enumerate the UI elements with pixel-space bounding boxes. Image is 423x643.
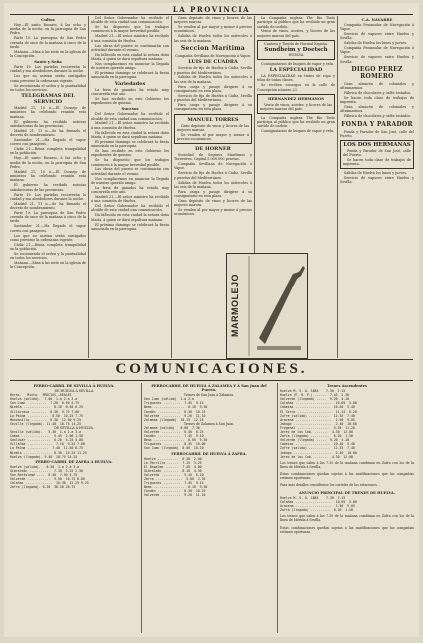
- col2-paragraph: Se ha dispuesto que los trabajos comiencen á la mayor brevedad posible.: [91, 158, 169, 167]
- col4-heading-1: Sundheim y Doetsch: [264, 46, 328, 53]
- rail1-title: FERRO-CARRIL DE SEVILLA Á HUELVA.: [33, 384, 115, 388]
- col4-paragraph: Consignatarios de buques de vapor y vela.: [261, 129, 334, 134]
- col2-paragraph: Las obras del puerto se continuarán con actividad durante el verano.: [91, 43, 169, 52]
- rail1-title-2: FERRO-CARRIL DE ZAFRA A HUELVA.: [35, 459, 113, 464]
- col1-paragraph: Parte 19. Las partidas recorrerán la ciudad y sus alrededores durante la noche.: [10, 65, 86, 74]
- col1-paragraph: Mañana.—Misa á las siete en la iglesia de la Concepción.: [10, 49, 86, 59]
- table-row: Jerez de los Cab. ....... 4.30 12.00: [280, 454, 353, 459]
- table-row: Valverde (llegada) ..... 9.20 4.10: [280, 397, 350, 402]
- col1-heading-2: Santo y Seña: [34, 58, 62, 64]
- table-row: Valverde .......... 6.50 8.25: [144, 430, 204, 435]
- table-row: Trigueros ......... 7.45 9.15: [144, 481, 204, 486]
- table-row: Valverde ............ 9.50 10.75 8.00: [10, 477, 85, 482]
- col2-paragraph: Se ha dispuesto que los trabajos comiencen á la mayor brevedad posible.: [91, 25, 169, 34]
- col2-paragraph: La feria de ganados ha estado muy concurrida este año.: [91, 185, 169, 195]
- col3-paragraph: Para carga y pasaje dirigirse á su consignatario en esta plaza.: [174, 84, 252, 93]
- col2-paragraph: Madrid 21.—El señor ministro ha recibido á una comisión de Huelva.: [91, 194, 169, 204]
- rail2-title-2: FERROCARRIL DE HUELVA Á ZAFRA.: [171, 451, 247, 456]
- table-row: Aracena ................... 1.50 9.05: [280, 417, 355, 422]
- col2-paragraph: Madrid 21.—El señor ministro ha recibido á una comisión de Huelva.: [91, 121, 169, 130]
- rail3-title: Trenes Ascendentes: [326, 384, 368, 388]
- col4-paragraph: LA ESPECIALIDAD en tintes de ropa y telas de todas clases.: [257, 74, 335, 83]
- col5-paragraph: Se hacen toda clase de trabajos de imprenta.: [340, 95, 414, 105]
- bottle-advertisement: [226, 253, 308, 359]
- table-row: Huelva M. S. A. 1884 7.30 2.15: [280, 495, 346, 500]
- col3-heading-3: MANUEL TORRES: [187, 116, 239, 123]
- table-row: Gibraleón ........ 8.10 4.30: [144, 468, 202, 473]
- bottle-icon: [227, 254, 307, 358]
- rail1-subtitle-2: DE SEVILLA Á HUELVA.: [54, 425, 94, 430]
- col3-paragraph: Para carga y pasaje dirigirse á su consignatario en esta plaza.: [174, 189, 252, 199]
- col4-heading-4: HERNANDEZ HERMANOS: [267, 96, 325, 102]
- col2-heading-1: Variedades: [114, 80, 146, 87]
- table-row: Sevilla (salida). 5.30 1.a 2.a 3.a: [10, 430, 82, 435]
- table-row: Calañas ................... 10.05 5.00: [280, 401, 357, 406]
- col3-paragraph: Servicio de fijo de Huelva á Cádiz, Sevilla y puertos del Mediterráneo.: [174, 171, 252, 180]
- col1-paragraph: Madrid 21, 11 n.—Se ha firmado el decreto de nombramiento.: [10, 128, 86, 138]
- col1-paragraph: Hoy.—El santo Rosario, á las ocho y media de la noche, en la parroquia de San Pedro.: [10, 22, 86, 36]
- col1-paragraph: Los que no asistan serán castigados como previene la ordenanza vigente.: [10, 74, 86, 83]
- col2-paragraph: Nos complacemos en anunciar la llegada de nuestro querido amigo.: [91, 61, 169, 71]
- table-row: Cabezas .................. 10.40 5.40: [280, 405, 355, 410]
- col2-paragraph: Del Señor Gobernador ha recibido el alcalde de esta ciudad una comunicación.: [91, 204, 169, 213]
- col5-paragraph: Servicio de vapores entre Huelva y Sevilla.: [340, 55, 414, 64]
- col2-paragraph: El próximo domingo se celebrará la fiesta anunciada en la parroquia.: [91, 71, 169, 80]
- col2-paragraph: El próximo domingo se celebrará la fiesta anunciada en la parroquia.: [91, 139, 169, 149]
- rail3-note: Los trenes que salen á las 7.30 de la mañana combinan en Zafra con los de la línea de Mérida á Sevilla.: [280, 514, 414, 523]
- col3-paragraph: Servicio de fijo de Huelva á Cádiz, Sevilla y puertos del Mediterráneo.: [174, 93, 252, 103]
- col1-paragraph: Parte 19. Las partidas recorrerán la ciudad y sus alrededores durante la noche.: [10, 192, 86, 201]
- col3-paragraph: Se venden al por mayor y menor á precios económicos.: [174, 25, 252, 34]
- table-row: Candón ............ 8.30 10.15: [144, 489, 206, 494]
- table-row: Sevilla (llegada). 11.40 18.75 14.25: [10, 421, 82, 426]
- rail3-note: Estas combinaciones quedan sujetas á las modificaciones que las compañías estimen oportunas.: [280, 525, 414, 534]
- table-row: Huelva (salida). 6.30 1.a 2.a 3.a: [10, 464, 80, 469]
- bottle-label: MARMOLEJO: [230, 274, 240, 338]
- col1-paragraph: Hoy.—El santo Rosario, á las ocho y media de la noche, en la parroquia de San Pedro.: [10, 156, 86, 169]
- col2-paragraph: Madrid 21.—El señor ministro ha recibido á una comisión de Huelva.: [91, 34, 169, 43]
- table-row: La Parrilla ...... 7.15 3.25: [144, 460, 202, 465]
- column-5: [340, 16, 414, 358]
- col5-ad-title: LOS DOS HERMANAS: [343, 142, 411, 149]
- timetable-ascendentes: [280, 383, 414, 633]
- col3-paragraph: Se venden al por mayor y menor á precios económicos.: [177, 132, 249, 142]
- table-row: Trigueros ......... 7.45 9.15: [144, 401, 204, 406]
- col5-paragraph: Fonda y Parador de San José, calle del Puerto.: [343, 148, 411, 157]
- col1-heading-1: Cultos: [41, 16, 55, 22]
- table-row: Huelva (E. H. P.) ...... 7.45 2.30: [280, 393, 350, 398]
- col2-paragraph: Del Señor Gobernador ha recibido el alcalde de esta ciudad una comunicación.: [91, 112, 169, 121]
- table-row: San Juan .......... 7.20 6.50 4.75: [10, 401, 80, 406]
- col1-paragraph: Madrid 21, 10 n.—El Consejo de ministros ha celebrado reunión esta mañana.: [10, 106, 86, 119]
- table-row: Calañas .............. 10.30 12.25 9.25: [10, 481, 89, 486]
- col5-paragraph: Compañía Peninsular de Navegación á Vapor.: [340, 22, 414, 32]
- col5-heading-3: FONDA Y PARADOR: [341, 120, 413, 128]
- col3-ad-text: Sociedad de Seguros Marítimos y Terrestres. Capital 5.000.000 pesetas.: [174, 152, 252, 162]
- rail3-note: Estas combinaciones quedan sujetas á las modificaciones que las compañías estimen oportunas.: [280, 472, 414, 481]
- table-row: Huelva ........... 6.30 2.40: [144, 456, 202, 461]
- table-row: Huelva M. S. A. 1884 7.30 2.15: [280, 389, 346, 394]
- col5-paragraph: Se hacen toda clase de trabajos de imprenta.: [343, 157, 411, 167]
- table-row: Zalamea (llegada) 10.15 12.25: [144, 417, 204, 422]
- col2-paragraph: Las obras del puerto se continuarán con actividad durante el verano.: [91, 167, 169, 176]
- table-row: San Juan (salida) 1.a 2.a: [144, 397, 194, 402]
- table-row: San Bartolomé .... 8.40 7.50 5.75: [10, 472, 78, 477]
- col4-heading-2: HUELVA: [288, 53, 304, 58]
- col1-paragraph: Santander 21.—Ha llegado el vapor correo con pasajeros.: [10, 224, 86, 233]
- col3-heading-2: LUIS DE CUADRA: [188, 59, 238, 66]
- col4-paragraph: Cantera y Tienda de Hormal España.: [264, 42, 328, 47]
- col2-paragraph: Nos complacemos en anunciar la llegada de nuestro querido amigo.: [91, 176, 169, 185]
- col1-paragraph: Los que no asistan serán castigados como previene la ordenanza vigente.: [10, 233, 86, 242]
- col3-ad-box: [174, 114, 252, 144]
- table-row: Candón ............ 7.45 9.10: [144, 434, 204, 439]
- table-row: Trigueros ......... 8.35 10.00: [144, 442, 206, 447]
- col3-paragraph: Compañía Sevillana de Navegación á Vapor.: [174, 162, 252, 171]
- col3-paragraph: Gran depósito de vinos y licores de las mejores marcas.: [174, 198, 252, 208]
- column-divider: [141, 383, 142, 633]
- col5-paragraph: Fábrica de chocolates y cafés tostados.: [344, 114, 412, 119]
- col4-paragraph: Venta de vinos, aceites, y licores de las mejores marcas del país.: [257, 29, 335, 38]
- col1-paragraph: Cádiz 21.—Reina completa tranquilidad en la población.: [10, 242, 86, 252]
- rail3-title-2: ANUNCIO PRINCIPAL DE TRENES DE HUELVA.: [298, 490, 396, 495]
- col1-paragraph: El gobierno ha recibido noticias satisfactorias de las provincias.: [10, 183, 86, 192]
- col4-paragraph: La Compañía inglesa The Rio Tinto participa al público que ha recibido un gran surtido de carbón.: [257, 16, 335, 29]
- col3-paragraph: Salidas de Huelva todos los miércoles á las seis de la mañana.: [174, 180, 252, 189]
- col4-ad-box: [257, 40, 335, 60]
- rail3-note: Para más detalles consúltense los carteles de las estaciones.: [280, 483, 378, 488]
- table-row: Jabugo .................... 2.40 10.00: [280, 450, 357, 455]
- col2-paragraph: Ha fallecido en esta ciudad la señora doña María, á quien se dará sepultura mañana.: [91, 213, 169, 222]
- col4-paragraph: Venta de vinos, aceites, y licores de las mejores marcas del país.: [260, 102, 332, 111]
- col5-heading-2: DIEGO PEREZ ROMERO: [351, 65, 403, 80]
- col1-paragraph: Se recomienda el orden y la puntualidad en todos los servicios.: [10, 251, 86, 261]
- table-row: Jabugo .................... 2.40 10.00: [280, 421, 357, 426]
- table-row: Cabezas .................. 10.40 5.40: [280, 442, 355, 447]
- table-row: Camas ............... 5.45 2.00 1.50: [10, 434, 83, 439]
- col2-paragraph: La feria de ganados ha estado muy concurrida este año.: [91, 87, 169, 97]
- col4-paragraph: Consignatarios de buques de vapor y vela.: [261, 61, 334, 66]
- table-row: Zufre (salida) ........... 12.35 7.40: [280, 413, 355, 418]
- col5-ad-box: [340, 140, 414, 169]
- col3-paragraph: Para carga y pasaje dirigirse á su consignatario en esta plaza.: [174, 103, 252, 112]
- col3-paragraph: Salidas de Huelva todos los miércoles á las seis de la mañana.: [174, 34, 252, 43]
- masthead: LA PROVINCIA: [172, 5, 251, 14]
- col1-paragraph: Cádiz 21.—Reina completa tranquilidad en la población.: [10, 147, 86, 156]
- section-rule-bottom: [10, 380, 413, 381]
- table-row: Jerez de los Cab. ....... 4.30 12.00: [280, 430, 353, 435]
- col5-paragraph: Servicio de vapores entre Huelva y Sevilla.: [340, 31, 414, 41]
- table-row: Niebla .............. 8.30 15.25 11.25: [10, 450, 87, 455]
- table-row: Huelva (llegada). 9.40 18.75 14.25: [10, 454, 78, 459]
- col1-paragraph: Mañana.—Misa á las siete en la iglesia de la Concepción.: [10, 261, 86, 270]
- col2-paragraph: Se han recibido en este Gobierno los expedientes de quintas.: [91, 96, 169, 106]
- column-4: [257, 16, 335, 252]
- rail1-subtitle: DE HUELVA Á SEVILLA: [54, 389, 94, 394]
- timetable-zalamea: [144, 383, 274, 633]
- col2-paragraph: Ha fallecido en esta ciudad la señora doña María, á quien se dará sepultura mañana.: [91, 52, 169, 62]
- col5-paragraph: Salidas de Huelva los lunes y jueves.: [344, 171, 408, 176]
- table-row: Manzanilla ........ 9.30 12.50 9.25: [10, 417, 82, 422]
- col2-heading-2: Sucesos: [121, 106, 139, 111]
- col5-paragraph: Gran almacén de coloniales y ultramarinos.: [340, 81, 414, 91]
- column-1: [10, 16, 86, 358]
- col1-paragraph: Madrid 21, 10 n.—El Consejo de ministros ha celebrado reunión esta mañana.: [10, 169, 86, 183]
- col3-paragraph: Servicio de fijo de Huelva á Cádiz, Sevilla y puertos del Mediterráneo.: [174, 66, 252, 75]
- col4-paragraph: Se reciben encargos en la calle de Concepción número 23.: [257, 83, 335, 92]
- table-row: Valverde .......... 9.20 11.10: [144, 493, 206, 498]
- table-row: Fregenal ................. 3.55 11.20: [280, 425, 355, 430]
- table-row: Zafra .............. 5.00 2.35: [144, 477, 206, 482]
- rail3-note: Los trenes que salen á las 7.30 de la mañana combinan en Zafra con los de la línea de Mérida á Sevilla.: [280, 460, 414, 469]
- table-row: Zufre (salida) ........... 12.35 7.40: [280, 446, 355, 451]
- rail2-title: FERROCARRIL DE HUELVA Á ZALAMEA Y Á San Juan del Puerto.: [151, 384, 267, 393]
- section-rule-top: [10, 359, 413, 360]
- table-row: Gibraleón ........... 7.10 3.25 2.50: [10, 468, 83, 473]
- column-divider: [277, 383, 278, 633]
- col1-paragraph: Se recomienda el orden y la puntualidad en todos los servicios.: [10, 83, 86, 92]
- col2-paragraph: Del Señor Gobernador ha recibido el alcalde de esta ciudad una comunicación.: [91, 16, 169, 25]
- table-row: Villarrasa ........ 8.30 9.75 7.00: [10, 409, 80, 414]
- masthead-rule: [10, 14, 413, 15]
- rail2-subtitle: Trenes de San Juan á Zalamea.: [183, 393, 235, 398]
- col4-paragraph: La Compañía inglesa The Rio Tinto participa al público que ha recibido un gran surtido de carbón.: [257, 115, 335, 129]
- newspaper-page: [4, 3, 419, 637]
- table-row: Huelva (salida). 7.00 1.a 2.a 3.a: [10, 397, 78, 402]
- section-title: COMUNICACIONES.: [115, 361, 308, 377]
- col5-paragraph: Fábrica de chocolates y cafés tostados.: [344, 91, 412, 96]
- table-row: Aracena ................... 1.50 9.05: [280, 504, 355, 508]
- table-row: Sanlúcar ............ 6.20 5.25 4.00: [10, 438, 83, 443]
- col4-ad-box-2: [257, 94, 335, 114]
- table-row: Zalamea (salida) 6.00 7.30: [144, 425, 200, 430]
- col3-paragraph: Se venden al por mayor y menor á precios económicos.: [174, 208, 252, 217]
- col5-paragraph: Gran almacén de coloniales y ultramarinos.: [340, 105, 414, 114]
- col3-heading-1: Seccion Marítima: [180, 44, 246, 52]
- table-row: Beas ................ 8.10 9.50: [144, 485, 208, 490]
- table-row: San Juan (llegada) 8.50 10.20: [144, 446, 204, 451]
- col2-paragraph: Se han recibido en este Gobierno los expedientes de quintas.: [91, 149, 169, 158]
- timetable-sevilla-huelva: [10, 383, 138, 633]
- table-row: La Palma ........... 7.40 11.50 8.75: [10, 446, 83, 451]
- column-divider: [171, 16, 172, 358]
- col4-heading-3: LA ESPECIALIDAD: [269, 67, 323, 74]
- table-row: El Cerro .................. 11.15 6.20: [280, 409, 357, 414]
- col1-paragraph: Santander 21.—Ha llegado el vapor correo con pasajeros.: [10, 137, 86, 147]
- table-row: Zafra (llegada). 6.20 38.50 28.75: [10, 485, 76, 490]
- table-row: La Palma ........... 8.50 10.25 7.75: [10, 413, 83, 418]
- table-row: El Empalme ....... 7.45 4.00: [144, 464, 202, 469]
- col5-heading-1: C.A. NAVARRE: [361, 16, 393, 22]
- col3-paragraph: Salidas de Huelva todos los miércoles á las seis de la mañana.: [174, 75, 252, 84]
- col2-paragraph: Ha fallecido en esta ciudad la señora doña María, á quien se dará sepultura mañana.: [91, 130, 169, 139]
- table-row: Candón ............ 8.30 10.15: [144, 409, 206, 414]
- table-row: Beas ................ 8.10 9.50: [144, 405, 208, 410]
- col3-paragraph: Gran depósito de vinos y licores de las mejores marcas.: [174, 16, 252, 25]
- col5-paragraph: Servicio de vapores entre Huelva y Sevilla.: [340, 175, 414, 185]
- col5-paragraph: Fonda y Parador de San José, calle del Puerto.: [340, 129, 414, 138]
- table-row: Zafra (llegada) .......... 6.20 1.50: [280, 508, 353, 513]
- col3-paragraph: Compañía Sevillana de Navegación á Vapor.: [175, 53, 251, 58]
- col3-paragraph: Gran depósito de vinos y licores de las mejores marcas.: [177, 123, 249, 132]
- table-row: Valverde .......... 9.45 6.10: [144, 472, 204, 477]
- table-row: Zafra (llegada) .......... 6.20 1.50: [280, 434, 353, 439]
- rail1-header: Horas. Mixto. PRECIOS.—REALES: [10, 393, 72, 398]
- rail2-subtitle-2: Trenes de Zalamea á San Juan.: [183, 421, 235, 426]
- column-divider: [88, 16, 89, 358]
- table-row: Valverde .......... 9.20 11.10: [144, 413, 206, 418]
- table-row: Villalba ............. 7.10 9.25 7.00: [10, 442, 85, 447]
- col3-heading-4: DE HORNER: [195, 145, 231, 152]
- col1-paragraph: Madrid 21, 11 n.—Se ha firmado el decreto de nombramiento.: [10, 201, 86, 210]
- col5-paragraph: Compañía Peninsular de Navegación á Vapor.: [340, 46, 414, 55]
- col1-heading-3: TELEGRAMAS DEL SERVICIO: [21, 93, 75, 106]
- col2-paragraph: El próximo domingo se celebrará la fiesta anunciada en la parroquia.: [91, 222, 169, 231]
- col1-paragraph: Parte 19. La parroquia de San Pedro cerrada de once de la mañana á cinco de la tarde.: [10, 36, 86, 49]
- table-row: Niebla .............. 8.10 8.50 6.25: [10, 405, 83, 410]
- table-row: Beas ................ 8.05 9.30: [144, 438, 208, 443]
- column-2: [91, 16, 169, 358]
- table-row: Valverde (llegada) ..... 9.20 4.10: [280, 438, 350, 443]
- table-row: Calañas ................... 10.05 5.00: [280, 499, 357, 504]
- col5-paragraph: Salidas de Huelva los lunes y jueves.: [344, 41, 408, 46]
- column-divider: [337, 16, 338, 358]
- col1-paragraph: El gobierno ha recibido noticias satisfactorias de las provincias.: [10, 119, 86, 128]
- col1-paragraph: Parte 19. La parroquia de San Pedro cerrada de once de la mañana á cinco de la tarde.: [10, 210, 86, 224]
